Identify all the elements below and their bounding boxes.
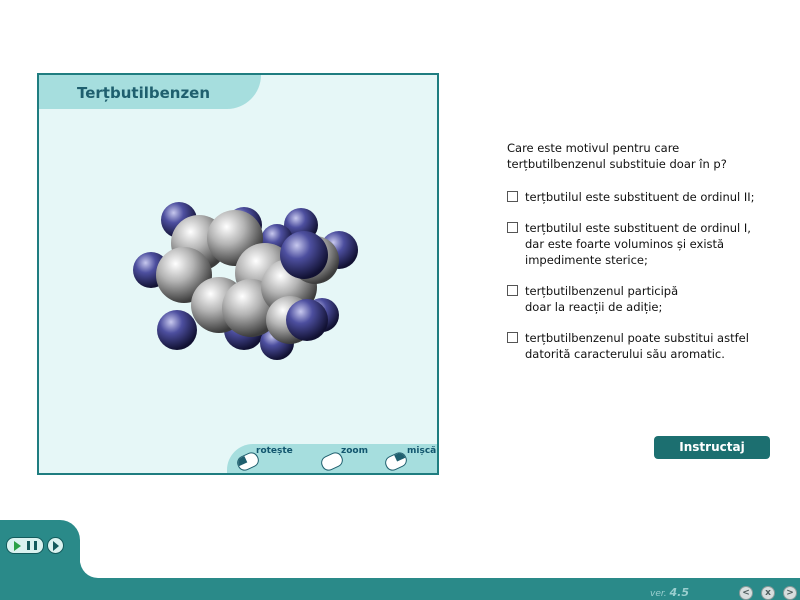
answer-text: terțbutilul este substituent de ordinul I, dar este foarte voluminos și există impedimente sterice;	[525, 221, 751, 267]
viewer-controls	[227, 444, 437, 473]
nav-close-button[interactable]: x	[761, 586, 775, 600]
next-button[interactable]	[47, 537, 64, 554]
molecule-viewer[interactable]	[37, 73, 439, 475]
viewer-title-tab	[39, 75, 261, 109]
version-prefix: ver.	[650, 589, 667, 599]
answer-checkbox[interactable]	[507, 332, 518, 343]
answer-text: terțbutilul este substituent de ordinul II;	[525, 190, 755, 204]
answer-checkbox[interactable]	[507, 222, 518, 233]
hydrogen-atom	[157, 310, 197, 350]
version-number: 4.5	[669, 586, 689, 599]
play-icon	[14, 541, 21, 551]
answer-text: terțbutilbenzenul participă doar la reacții de adiție;	[525, 284, 679, 314]
move-label: mișcă	[407, 446, 437, 456]
answer-checkbox[interactable]	[507, 285, 518, 296]
nav-forward-button[interactable]: >	[783, 586, 797, 600]
mouse-right-icon	[383, 450, 409, 473]
next-icon	[53, 541, 59, 551]
instructions-button[interactable]: Instructaj	[654, 436, 770, 459]
footer-panel	[0, 520, 80, 600]
hydrogen-atom	[280, 231, 328, 279]
nav-back-button[interactable]: <	[739, 586, 753, 600]
footer-bar	[80, 578, 800, 600]
version-label	[650, 586, 689, 599]
play-pause-button[interactable]	[6, 537, 44, 554]
zoom-label: zoom	[341, 446, 368, 456]
molecule-3d-model[interactable]	[39, 75, 437, 473]
hydrogen-atom	[286, 299, 328, 341]
move-control[interactable]	[379, 444, 439, 473]
answer-text: terțbutilbenzenul poate substitui astfel datorită caracterului său aromatic.	[525, 331, 749, 361]
pause-icon	[27, 541, 37, 550]
rotate-label: rotește	[256, 446, 293, 456]
zoom-control[interactable]	[315, 444, 375, 473]
quiz-question: Care este motivul pentru care terțbutilbenzenul substituie doar în p?	[507, 141, 727, 171]
viewer-title: Terțbutilbenzen	[77, 84, 211, 102]
answer-checkbox[interactable]	[507, 191, 518, 202]
rotate-control[interactable]	[231, 444, 291, 473]
